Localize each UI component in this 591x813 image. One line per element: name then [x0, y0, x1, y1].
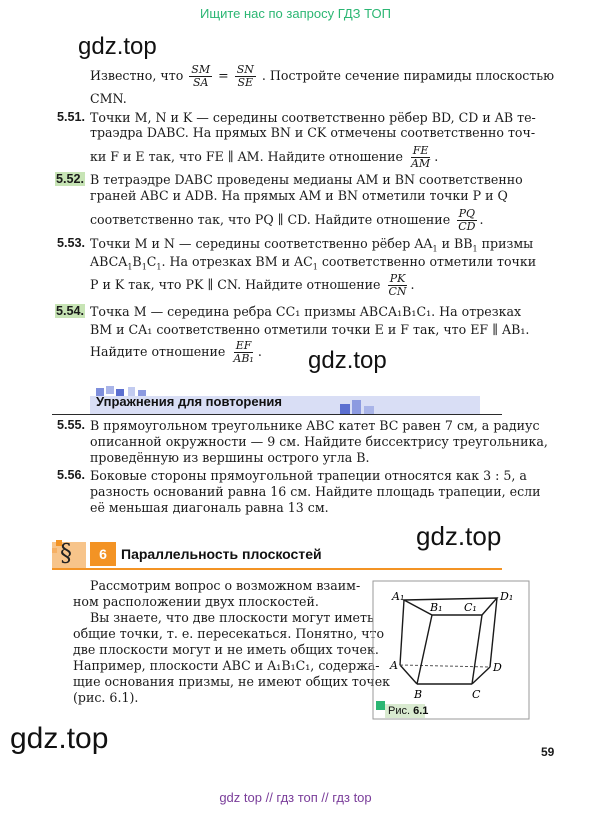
body-line-6: Например, плоскости ABC и A₁B₁C₁, содержа-: [73, 658, 380, 673]
problem-5-54-line-2: BM и CA₁ соответственно отметили точки E и F так, что EF ∥ AB₁.: [90, 322, 530, 337]
problem-5-55-line-2: описанной окружности — 9 см. Найдите биссектрису треугольника,: [90, 434, 548, 449]
problem-number: 5.56.: [57, 468, 86, 482]
prism-figure: [372, 580, 530, 720]
problem-5-52-line-3: соответственно так, что PQ ∥ CD. Найдите отношение $\frac{PQ}{CD}$ .: [90, 207, 484, 233]
problem-5-51-line-1: Точки M, N и K — середины соответственно рёбер BD, CD и AB те-: [90, 110, 536, 125]
body-line-4: общие точки, т. е. пересекаться. Понятно, что: [73, 626, 385, 641]
fraction-fe-am: $\frac{FE}{AM}$: [410, 144, 431, 170]
problem-5-55-line-1: В прямоугольном треугольнике ABC катет BC равен 7 см, а радиус: [90, 418, 540, 433]
top-banner: Ищите нас по запросу ГДЗ ТОП: [200, 6, 391, 21]
problem-5-51-line-2: траэдра DABC. На прямых BN и CK отмечены соответственно точ-: [90, 125, 536, 140]
problem-5-53-line-2: $ABCA_1B_1C_1$. На отрезках BM и $AC_1$ соответственно отметили точки: [90, 254, 537, 272]
equals-sign: =: [218, 68, 229, 83]
label-b1: B₁: [430, 601, 443, 614]
section-sign-icon: §: [60, 539, 72, 567]
intro-line-2: CMN.: [90, 91, 127, 106]
problem-5-56-line-3: её меньшая диагональ равна 13 см.: [90, 500, 329, 515]
problem-5-54-line-1: Точка M — середина ребра CC₁ призмы ABCA₁B₁C₁. На отрезках: [90, 304, 522, 319]
fraction-ef-ab1: $\frac{EF}{\text{AB₁}}$: [233, 339, 254, 365]
divider: [52, 414, 502, 415]
body-line-3: Вы знаете, что две плоскости могут иметь: [90, 610, 374, 625]
body-line-5: две плоскости могут и не иметь общих точек.: [73, 642, 379, 657]
problem-number-highlighted: 5.54.: [56, 304, 85, 318]
watermark: gdz.top: [308, 347, 387, 374]
body-line-2: ном расположении двух плоскостей.: [73, 594, 319, 609]
fraction-pk-cn: $\frac{PK}{CN}$: [388, 272, 407, 298]
footer-text: gdz top // гдз топ // гдз top: [219, 790, 372, 805]
figure-caption: Рис. 6.1: [388, 705, 429, 717]
section-number: 6: [90, 542, 116, 566]
intro-text: Известно, что: [90, 68, 184, 83]
problem-5-53-line-3: P и K так, что PK ∥ CN. Найдите отношение $\frac{PK}{CN}$ .: [90, 272, 415, 298]
label-c: C: [472, 688, 481, 701]
problem-number: 5.53.: [57, 236, 86, 250]
label-b: B: [414, 688, 423, 701]
label-a: A: [390, 659, 398, 672]
problem-5-53-line-1: Точки M и N — середины соответственно рёбер $AA_1$ и $BB_1$ призмы: [90, 236, 534, 254]
watermark: gdz.top: [10, 722, 109, 755]
body-line-1: Рассмотрим вопрос о возможном взаим-: [90, 578, 361, 593]
label-d1: D₁: [500, 590, 514, 603]
problem-5-54-line-3: Найдите отношение $\frac{EF}{\text{AB₁}}$ .: [90, 339, 262, 365]
label-c1: C₁: [464, 601, 477, 614]
watermark: gdz.top: [78, 33, 157, 60]
problem-5-52-line-2: граней ABC и ADB. На прямых AM и BN отметили точки P и Q: [90, 188, 508, 203]
problem-5-51-line-3: ки F и E так, что FE ∥ AM. Найдите отношение $\frac{FE}{AM}$ .: [90, 144, 439, 170]
review-title: Упражнения для повторения: [96, 394, 283, 409]
problem-number: 5.51.: [57, 110, 86, 124]
problem-5-56-line-2: разность оснований равна 16 см. Найдите площадь трапеции, если: [90, 484, 541, 499]
fraction-sn-se: $\frac{SN}{SE}$: [236, 63, 254, 89]
problem-5-52-line-1: В тетраэдре DABC проведены медианы AM и BN соответственно: [90, 172, 523, 187]
problem-number-highlighted: 5.52.: [56, 172, 85, 186]
page-number: 59: [541, 745, 555, 759]
label-d: D: [493, 661, 502, 674]
intro-line-1: [90, 64, 554, 89]
problem-number: 5.55.: [57, 418, 86, 432]
problem-5-55-line-3: проведённую из вершины острого угла B.: [90, 450, 370, 465]
label-a1: A₁: [392, 590, 405, 603]
problem-5-56-line-1: Боковые стороны прямоугольной трапеции относятся как 3 : 5, а: [90, 468, 527, 483]
watermark: gdz.top: [416, 521, 502, 551]
fraction-pq-cd: $\frac{PQ}{CD}$: [458, 207, 476, 233]
intro-text-2: . Постройте сечение пирамиды плоскостью: [261, 68, 555, 83]
body-line-8: (рис. 6.1).: [73, 690, 139, 705]
fraction-sm-sa: $\frac{SM}{SA}$: [191, 63, 211, 89]
body-line-7: щие основания призмы, не имеют общих точек: [73, 674, 391, 689]
section-title: Параллельность плоскостей: [121, 546, 322, 562]
